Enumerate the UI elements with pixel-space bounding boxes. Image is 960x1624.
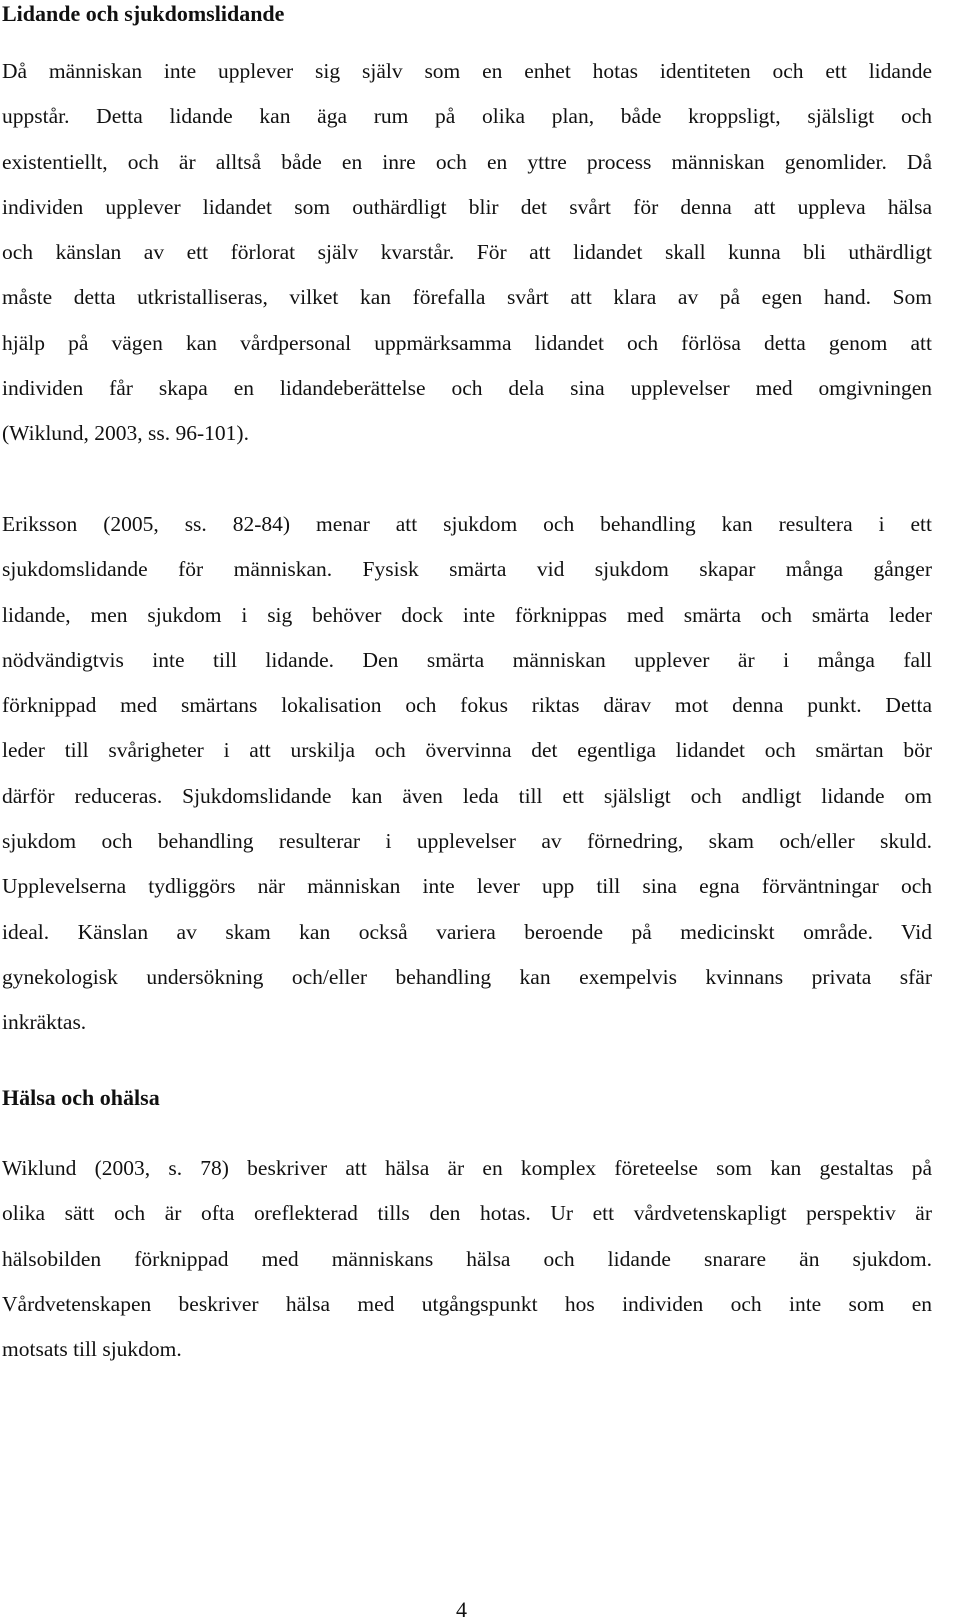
text-line: (Wiklund, 2003, ss. 96-101). <box>2 421 249 446</box>
text-line: nödvändigtvis inte till lidande. Den smärta människan upplever är i många fall <box>2 647 932 672</box>
section-heading-lidande: Lidande och sjukdomslidande <box>2 1 285 26</box>
text-line: lidande, men sjukdom i sig behöver dock inte förknippas med smärta och smärta leder <box>2 602 932 627</box>
text-line: Då människan inte upplever sig själv som en enhet hotas identiteten och ett lidande <box>2 59 932 83</box>
text-line: inkräktas. <box>2 1010 87 1035</box>
section-heading-halsa: Hälsa och ohälsa <box>2 1085 160 1110</box>
paragraph-halsa <box>2 1146 932 1372</box>
text-line: gynekologisk undersökning och/eller behandling kan exempelvis kvinnans privata sfär <box>2 964 932 989</box>
text-line: hälsobilden förknippad med människans hälsa och lidande snarare än sjukdom. <box>2 1246 932 1271</box>
text-line: ideal. Känslan av skam kan också variera beroende på medicinskt område. Vid <box>2 919 932 944</box>
text-line: därför reduceras. Sjukdomslidande kan även leda till ett själsligt och andligt lidande om <box>2 783 932 808</box>
text-line: existentiellt, och är alltså både en inre och en yttre process människan genomlider. Då <box>2 149 932 174</box>
text-line: hjälp på vägen kan vårdpersonal uppmärksamma lidandet och förlösa detta genom att <box>2 330 932 355</box>
text-line: leder till svårigheter i att urskilja och övervinna det egentliga lidandet och smärtan bör <box>2 738 932 763</box>
text-line: motsats till sjukdom. <box>2 1337 182 1362</box>
text-line: Upplevelserna tydliggörs när människan inte lever upp till sina egna förväntningar och <box>2 874 932 899</box>
text-line: Wiklund (2003, s. 78) beskriver att hälsa är en komplex företeelse som kan gestaltas på <box>2 1156 932 1180</box>
text-line: måste detta utkristalliseras, vilket kan förefalla svårt att klara av på egen hand. Som <box>2 285 932 310</box>
text-line: sjukdom och behandling resulterar i upplevelser av förnedring, skam och/eller skuld. <box>2 829 932 854</box>
paragraph-lidande <box>2 49 932 457</box>
text-line: individen får skapa en lidandeberättelse och dela sina upplevelser med omgivningen <box>2 376 932 401</box>
text-line: uppstår. Detta lidande kan äga rum på olika plan, både kroppsligt, själsligt och <box>2 104 932 129</box>
text-line: och känslan av ett förlorat själv kvarstår. För att lidandet skall kunna bli uthärdligt <box>2 240 932 265</box>
text-line: sjukdomslidande för människan. Fysisk smärta vid sjukdom skapar många gånger <box>2 557 932 582</box>
text-line: Eriksson (2005, ss. 82-84) menar att sjukdom och behandling kan resultera i ett <box>2 512 932 536</box>
text-line: Vårdvetenskapen beskriver hälsa med utgångspunkt hos individen och inte som en <box>2 1291 932 1316</box>
paragraph-sjukdomslidande <box>2 502 932 1046</box>
text-line: olika sätt och är ofta oreflekterad tills den hotas. Ur ett vårdvetenskapligt perspektiv är <box>2 1201 932 1226</box>
text-line: individen upplever lidandet som outhärdligt blir det svårt för denna att uppleva hälsa <box>2 194 932 219</box>
text-line: förknippad med smärtans lokalisation och fokus riktas därav mot denna punkt. Detta <box>2 693 932 718</box>
page-number: 4 <box>456 1597 467 1622</box>
